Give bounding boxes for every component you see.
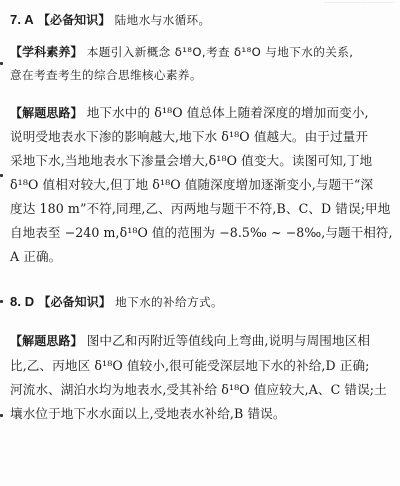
q7-thinking-line: 说明受地表水下渗的影响越大,地下水 δ¹⁸O 值越大。由于过量开: [10, 129, 369, 144]
q8-thinking-text: 图中乙和丙附近等值线向上弯曲,说明与周围地区相: [86, 333, 371, 348]
q7-thinking-line: 采地下水,当地地表水下渗量会增大,δ¹⁸O 值变大。读图可知,丁地: [10, 153, 373, 168]
q7-literacy-text-1: 本题引入新概念 δ¹⁸O,考查 δ¹⁸O 与地下水的关系,: [86, 45, 354, 59]
q7-knowledge-tag: 【必备知识】: [37, 13, 111, 27]
q8-thinking-line-1: [10, 333, 370, 349]
q7-knowledge-text: 陆地水与水循环。: [114, 13, 211, 27]
q7-knowledge-line: [10, 12, 211, 28]
margin-mark: [0, 62, 3, 65]
margin-mark: [0, 300, 3, 303]
q7-literacy-tag: 【学科素养】: [10, 45, 83, 59]
q7-literacy-text-2: 意在考查考生的综合思维核心素养。: [10, 68, 202, 82]
q7-thinking-line: 度达 180 m”不符,同理,乙、丙两地与题干不符,B、C、D 错误;甲地: [10, 201, 391, 216]
q7-literacy-line-1: [10, 44, 353, 60]
q7-literacy-line-2: [10, 67, 202, 83]
q8-thinking-tag: 【解题思路】: [10, 334, 83, 348]
q8-thinking-line: 壤水位于地下水水面以上,受地表水补给,B 错误。: [10, 406, 286, 421]
margin-mark: [0, 414, 3, 417]
q7-number: 7. A: [10, 12, 34, 27]
q7-thinking-text: 地下水中的 δ¹⁸O 值总体上随着深度的增加而变小,: [86, 105, 369, 120]
q8-number: 8. D: [10, 294, 35, 309]
margin-mark: [0, 174, 3, 177]
q7-thinking-line: 自地表至 −240 m,δ¹⁸O 值的范围为 −8.5‰ ~ −8‰,与题干相符,: [10, 225, 393, 240]
q8-knowledge-line: [10, 294, 223, 310]
q8-knowledge-text: 地下水的补给方式。: [115, 295, 224, 309]
q7-thinking-line: A 正确。: [10, 249, 62, 264]
q7-thinking-tag: 【解题思路】: [10, 106, 83, 120]
q7-thinking-line-1: [10, 105, 369, 121]
top-edge-strip: ……………………………………: [324, 0, 394, 5]
q8-knowledge-tag: 【必备知识】: [38, 295, 111, 309]
q7-thinking-line: δ¹⁸O 值相对较大,但丁地 δ¹⁸O 值随深度增加逐渐变小,与题干“深: [10, 177, 374, 192]
q8-thinking-line: 比,乙、丙地区 δ¹⁸O 值较小,很可能受深层地下水的补给,D 正确;: [10, 358, 370, 373]
q8-thinking-line: 河流水、湖泊水均为地表水,受其补给 δ¹⁸O 值应较大,A、C 错误;土: [10, 382, 387, 397]
